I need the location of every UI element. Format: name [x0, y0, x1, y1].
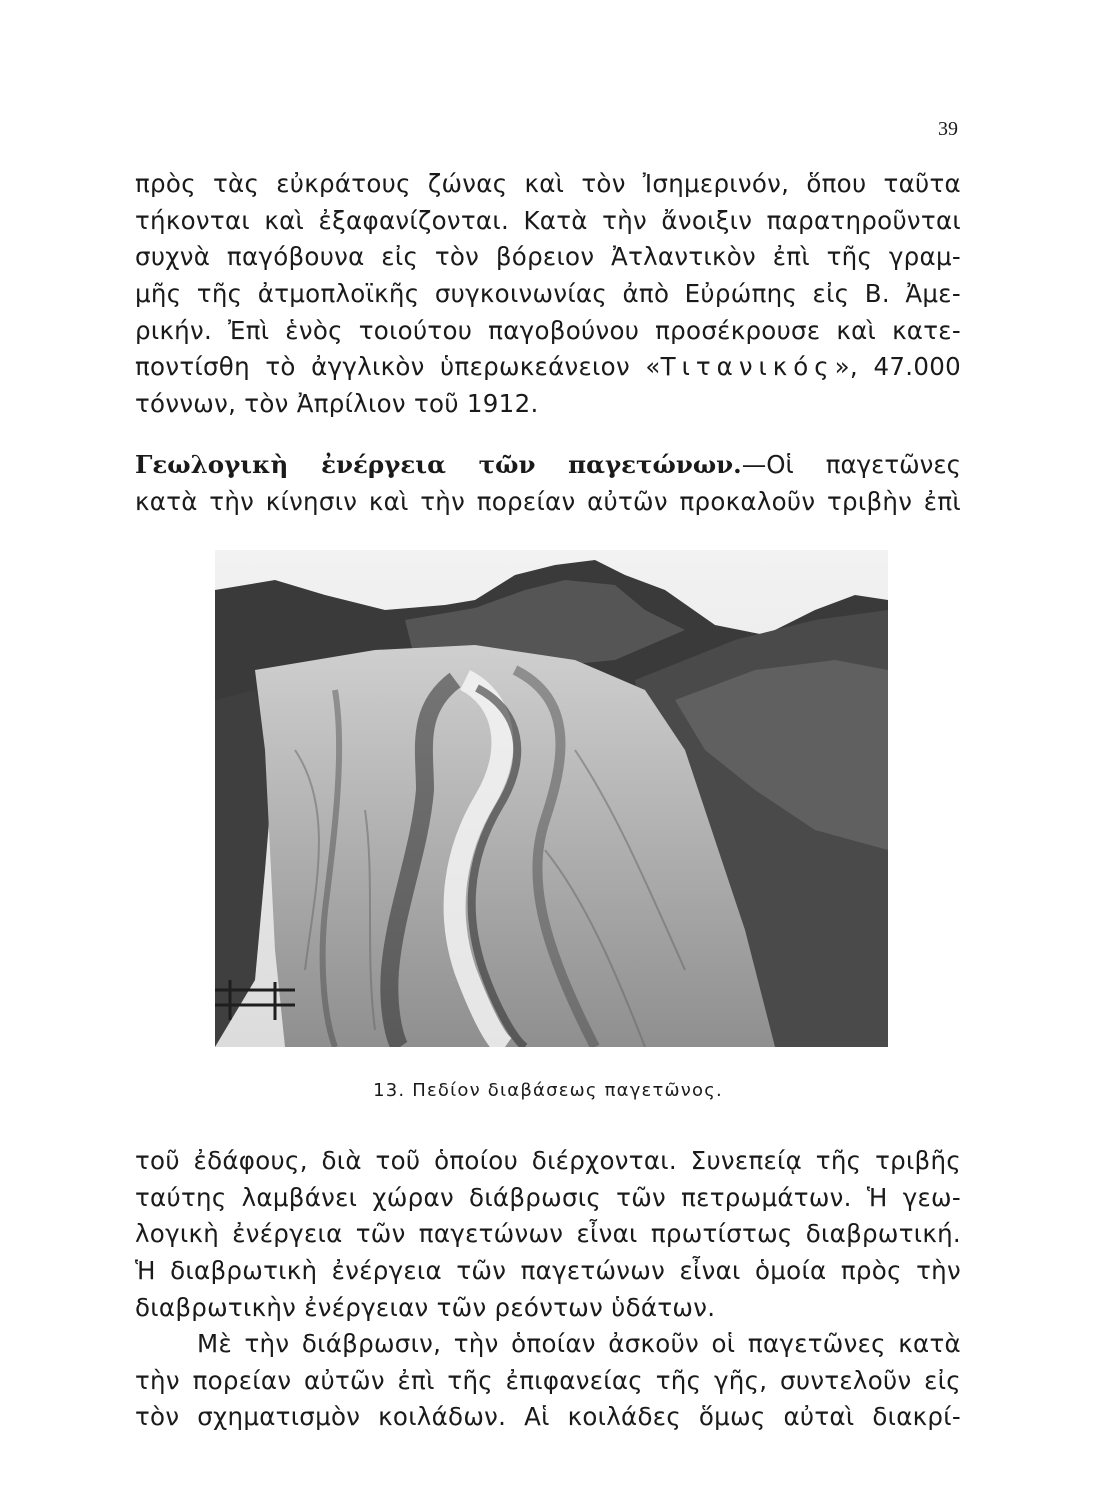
text-line: τόννων, τὸν Ἀπρίλιον τοῦ 1912.: [135, 389, 539, 419]
text-line: λογικὴ ἐνέργεια τῶν παγετώνων εἶναι πρωτίστως διαβρωτική.: [135, 1219, 961, 1249]
text-line: κατὰ τὴν κίνησιν καὶ τὴν πορείαν αὐτῶν προκαλοῦν τριβὴν ἐπὶ: [135, 486, 961, 516]
section-heading-line: [135, 447, 961, 484]
text-line: τὴν πορείαν αὐτῶν ἐπὶ τῆς ἐπιφανείας τῆς γῆς, συντελοῦν εἰς: [135, 1365, 961, 1395]
text-line: Ἡ διαβρωτικὴ ἐνέργεια τῶν παγετώνων εἶναι ὁμοία πρὸς τὴν: [135, 1256, 961, 1286]
text-line: τήκονται καὶ ἐξαφανίζονται. Κατὰ τὴν ἄνοιξιν παρατηροῦνται: [135, 205, 961, 235]
section-heading: Γεωλογικὴ ἐνέργεια τῶν παγετώνων.: [135, 450, 742, 479]
glacier-photo: [215, 550, 888, 1047]
text-line: τὸν σχηματισμὸν κοιλάδων. Αἱ κοιλάδες ὅμως αὐταὶ διακρί-: [135, 1402, 961, 1432]
paragraph-2: [135, 447, 961, 520]
text-line: ταύτης λαμβάνει χώραν διάβρωσις τῶν πετρωμάτων. Ἡ γεω-: [135, 1182, 961, 1212]
figure-caption: 13. Πεδίον διαβάσεως παγετῶνος.: [373, 1080, 723, 1101]
paragraph-3: [135, 1143, 961, 1326]
page-number: 39: [938, 118, 958, 140]
heading-continuation: —Οἱ παγετῶνες: [741, 450, 961, 479]
paragraph-1: [135, 166, 961, 423]
text-line: μῆς τῆς ἀτμοπλοϊκῆς συγκοινωνίας ἀπὸ Εὐρώπης εἰς Β. Ἀμε-: [135, 279, 961, 309]
text-line: ρικήν. Ἐπὶ ἑνὸς τοιούτου παγοβούνου προσέκρουσε καὶ κατε-: [135, 315, 961, 345]
text-fragment: », 47.000: [834, 352, 961, 382]
text-line: τοῦ ἐδάφους, διὰ τοῦ ὁποίου διέρχονται. Συνεπείᾳ τῆς τριβῆς: [135, 1146, 961, 1175]
text-line: πρὸς τὰς εὐκράτους ζώνας καὶ τὸν Ἰσημερινόν, ὅπου ταῦτα: [135, 169, 961, 198]
glacier-illustration: [215, 550, 888, 1047]
paragraph-4: [135, 1326, 961, 1436]
text-line: συχνὰ παγόβουνα εἰς τὸν βόρειον Ἀτλαντικὸν ἐπὶ τῆς γραμ-: [135, 242, 961, 272]
text-line: Μὲ τὴν διάβρωσιν, τὴν ὁποίαν ἀσκοῦν οἱ παγετῶνες κατὰ: [197, 1329, 961, 1358]
text-fragment: ποντίσθη τὸ ἀγγλικὸν ὑπερωκεάνειον «: [135, 352, 661, 382]
ship-name: Τιτανικός: [660, 352, 835, 382]
text-line: [135, 349, 961, 386]
text-line: διαβρωτικὴν ἐνέργειαν τῶν ρεόντων ὑδάτων.: [135, 1292, 716, 1322]
